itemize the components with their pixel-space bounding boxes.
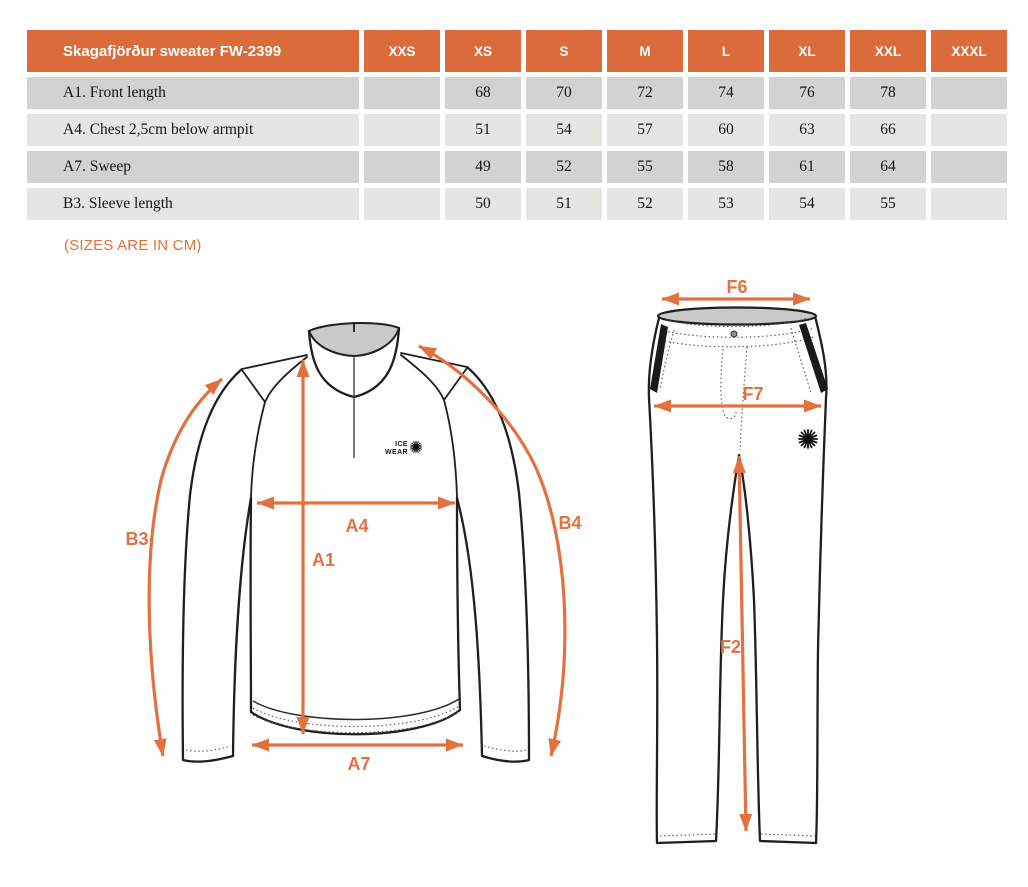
snowflake-icon [799, 430, 817, 448]
size-cell: 64 [848, 149, 929, 186]
measure-label-f6: F6 [726, 277, 748, 297]
size-column-header: S [524, 28, 605, 75]
row-label: B3. Sleeve length [25, 186, 362, 223]
size-column-header: XS [443, 28, 524, 75]
size-cell: 50 [443, 186, 524, 223]
size-column-header: L [686, 28, 767, 75]
size-cell: 74 [686, 75, 767, 112]
size-cell: 51 [443, 112, 524, 149]
measure-label-b3: B3 [125, 529, 149, 549]
row-label: A4. Chest 2,5cm below armpit [25, 112, 362, 149]
size-cell: 52 [524, 149, 605, 186]
size-cell: 51 [524, 186, 605, 223]
measure-label-a4: A4 [345, 516, 369, 536]
size-cell: 54 [767, 186, 848, 223]
measure-label-a7: A7 [347, 754, 371, 774]
size-cell: 52 [605, 186, 686, 223]
brand-logo-line2: WEAR [385, 449, 408, 456]
size-cell: 76 [767, 75, 848, 112]
size-column-header: M [605, 28, 686, 75]
waist-button [731, 331, 737, 337]
measure-label-a1: A1 [312, 550, 336, 570]
measure-label-f2: F2 [719, 637, 741, 657]
sizes-unit-note: (SIZES ARE IN CM) [64, 237, 202, 254]
measure-label-b4: B4 [558, 513, 582, 533]
row-label: A1. Front length [25, 75, 362, 112]
table-title: Skagafjörður sweater FW-2399 [25, 28, 362, 75]
size-cell: 57 [605, 112, 686, 149]
brand-logo-line1: ICE [395, 441, 408, 448]
size-cell: 70 [524, 75, 605, 112]
size-cell: 68 [443, 75, 524, 112]
size-cell: 66 [848, 112, 929, 149]
snowflake-icon [410, 441, 421, 452]
size-cell: 55 [605, 149, 686, 186]
size-cell: 58 [686, 149, 767, 186]
size-cell: 61 [767, 149, 848, 186]
waist-opening [658, 308, 816, 325]
size-column-header: XXL [848, 28, 929, 75]
size-cell: 53 [686, 186, 767, 223]
size-column-header: XL [767, 28, 848, 75]
size-column-header: XXS [362, 28, 443, 75]
brand-logo [385, 441, 422, 456]
size-cell: 54 [524, 112, 605, 149]
sweater-diagram [125, 322, 581, 774]
row-label: A7. Sweep [25, 149, 362, 186]
sweater-outline [183, 353, 529, 762]
size-cell: 55 [848, 186, 929, 223]
pants-diagram [649, 277, 828, 843]
size-cell: 49 [443, 149, 524, 186]
measure-label-f7: F7 [742, 384, 764, 404]
size-cell: 63 [767, 112, 848, 149]
size-cell: 72 [605, 75, 686, 112]
size-cell: 60 [686, 112, 767, 149]
size-column-header: XXXL [929, 28, 1010, 75]
size-cell: 78 [848, 75, 929, 112]
pants-outline [649, 316, 827, 843]
